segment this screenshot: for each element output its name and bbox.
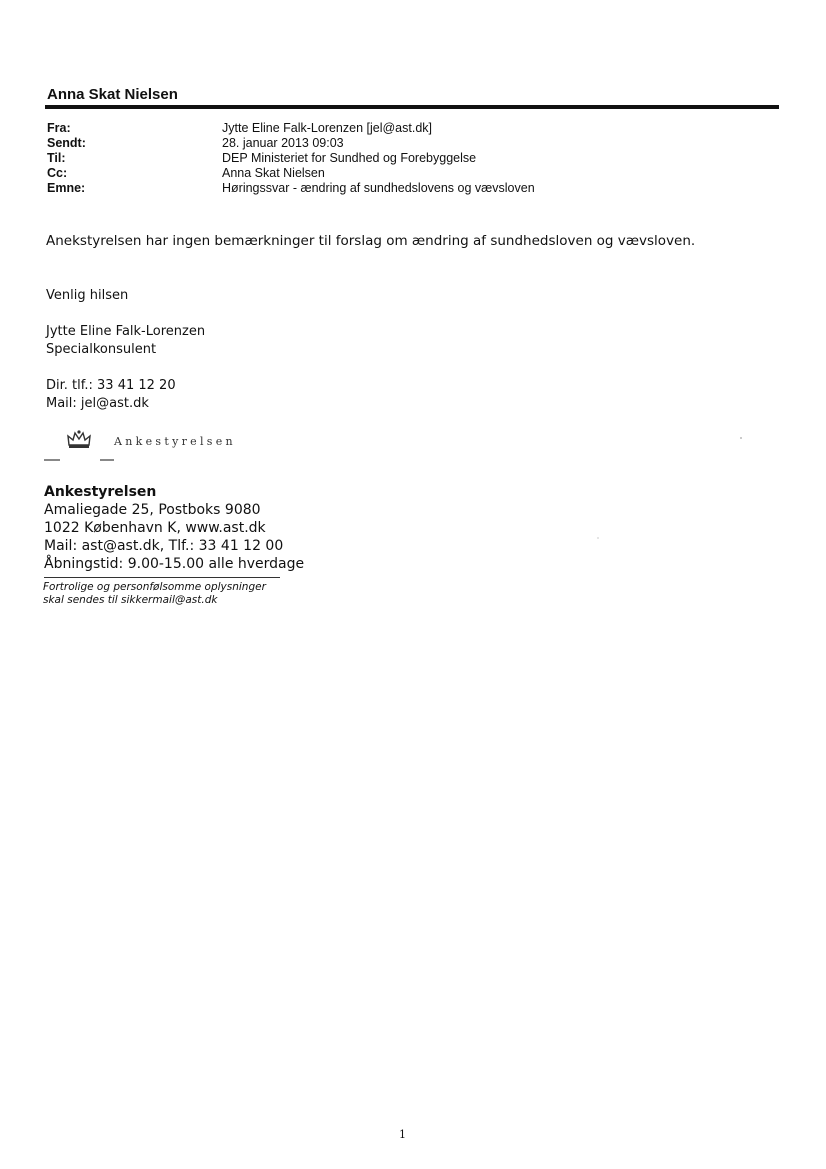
header-value: Jytte Eline Falk-Lorenzen [jel@ast.dk] [222,121,433,135]
header-value: Høringssvar - ændring af sundhedslovens og vævsloven [222,181,535,195]
logo-decoration [100,459,114,461]
header-divider [45,105,779,109]
sender-title: Specialkonsulent [46,342,157,357]
header-row-cc [47,166,535,181]
header-value: Anna Skat Nielsen [222,166,325,180]
signature-block [44,483,304,573]
header-value: 28. januar 2013 09:03 [222,136,344,150]
confidential-divider [44,577,280,578]
confidential-line: Fortrolige og personfølsomme oplysninger [43,581,266,593]
header-label: Fra: [47,121,71,135]
sender-phone: Dir. tlf.: 33 41 12 20 [46,378,176,393]
crown-icon [66,430,92,454]
page-number: 1 [399,1128,406,1141]
sender-mail: Mail: jel@ast.dk [46,396,149,411]
email-header [47,121,535,196]
header-row-sent [47,136,535,151]
header-row-to [47,151,535,166]
header-label: Emne: [47,181,86,195]
signature-hours: Åbningstid: 9.00-15.00 alle hverdage [44,556,305,572]
ankestyrelsen-logo [44,428,284,464]
greeting: Venlig hilsen [46,288,129,303]
scan-speck [740,437,742,439]
signature-contact: Mail: ast@ast.dk, Tlf.: 33 41 12 00 [44,538,284,554]
header-label: Cc: [47,166,68,180]
header-row-subject [47,181,535,196]
header-value: DEP Ministeriet for Sundhed og Forebyggelse [222,151,477,165]
logo-text: Ankestyrelsen [114,435,236,448]
header-label: Sendt: [47,136,86,150]
confidential-note [43,581,266,607]
logo-decoration [44,459,60,461]
mailbox-owner-name: Anna Skat Nielsen [47,86,178,103]
confidential-line: skal sendes til sikkermail@ast.dk [43,594,218,606]
header-row-from [47,121,535,136]
message-text: Anekstyrelsen har ingen bemærkninger til forslag om ændring af sundhedsloven og vævsloven. [46,233,696,249]
signature-org: Ankestyrelsen [44,484,157,500]
signature-city: 1022 København K, www.ast.dk [44,520,266,536]
signature-address: Amaliegade 25, Postboks 9080 [44,502,261,518]
sender-name: Jytte Eline Falk-Lorenzen [46,324,206,339]
header-label: Til: [47,151,66,165]
scan-speck [597,537,599,539]
